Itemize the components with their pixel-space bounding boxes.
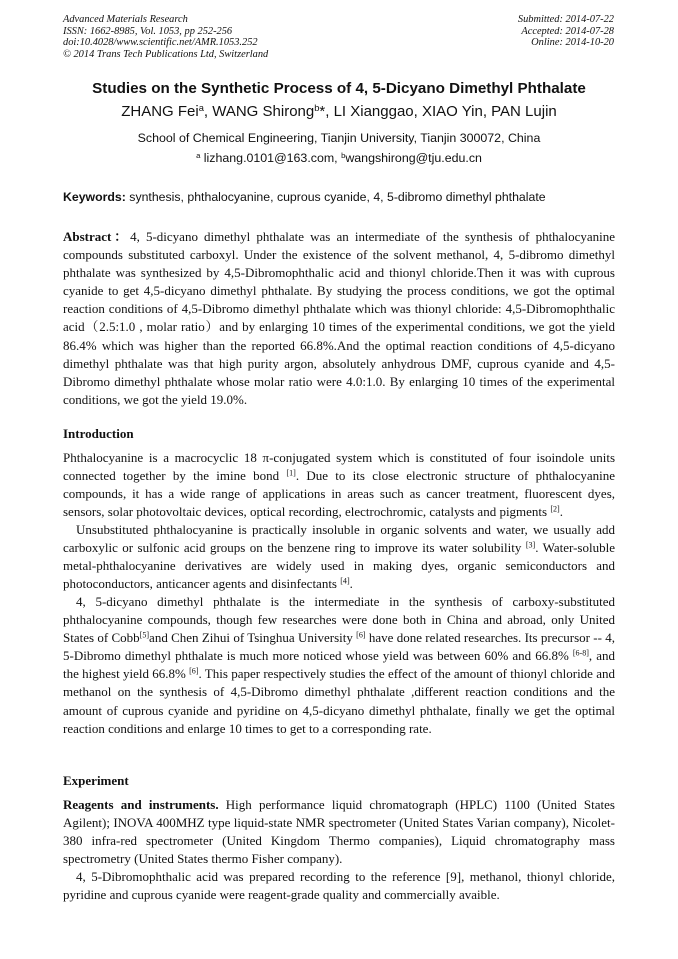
intro-paragraph-1 [63,449,615,521]
paragraph-text: Unsubstituted phthalocyanine is practically insoluble in organic solvents and water, we usually add carboxylic or sulfonic acid groups on the benzene ring to improve its water solubility [63,522,615,556]
paragraph-text: . Due to its close electronic structure of phthalocyanine compounds, it has a wide range of applications in areas such as cancer treatment, fluorescent dyes, sensors, solar photovoltaic devices, optical recording, electrochromic, catalysts and pigments [63,468,615,520]
abstract-text: 4, 5-dicyano dimethyl phthalate was an intermediate of the synthesis of phthalocyanine compounds substituted carboxyl. Under the existence of the solvent methanol, 4, 5-dibromo dimethyl phthalate was synthesized by 4,5-Dibromophthalic acid and thionyl chloride.Then it was with cuprous cyanide to get 4,5-dicyano dimethyl phthalate. By studying the process conditions, we got the optimal reaction conditions of 4,5-Dibromo dimethyl phthalate which was thionyl chloride: 4,5-Dibromophthalic acid（2.5:1.0 , molar ratio）and by enlarging 10 times of the experimental conditions, we got the yield 86.4% which was higher than the reported 66.8%.And the optimal reaction conditions of 4,5-dicyano dimethyl phthalate was that high purity argon, absolutely anhydrous DMF, cuprous cyanide and 4,5-Dibromo dimethyl phthalate whose molar ratio were 4.0:1.0. By enlarging 10 times of the experimental conditions, we got the yield 19.0%. [63,229,615,407]
paragraph-text: . [559,504,563,520]
email-b: wangshirong@tju.edu.cn [345,151,482,165]
author-name: , WANG Shirong [203,103,315,120]
author-names-rest: *, LI Xianggao, XIAO Yin, PAN Lujin [319,103,557,120]
citation: [4] [340,576,350,586]
citation: [5] [139,630,150,640]
email-mark: a [196,150,201,160]
section-heading-experiment: Experiment [63,773,129,788]
paragraph-text: Phthalocyanine is a macrocyclic 18 π-conjugated system which is constituted of four isoindole units connected together by the imine bond [63,450,615,484]
citation: [6] [189,666,199,676]
affiliation: School of Chemical Engineering, Tianjin University, Tianjin 300072, China [137,131,541,145]
intro-paragraph-2 [63,521,615,593]
paragraph-text: , and the highest yield 66.8% [63,648,615,682]
section-heading-introduction: Introduction [63,426,134,441]
email-mark: b [341,150,346,160]
citation: [6] [356,630,366,640]
paragraph-text: have done related researches. Its precursor -- 4, 5-Dibromo dimethyl phthalate is much more noticed whose yield was between 60% and 66.8% [63,630,615,664]
citation: [1] [286,468,296,478]
paragraph-text: . [349,576,353,592]
email-a: lizhang.0101@163.com, [200,151,342,165]
journal-name: Advanced Materials Research [63,14,188,25]
keywords-label: Keywords: [63,190,126,204]
paragraph-text: High performance liquid chromatograph (HPLC) 1100 (United States Agilent); INOVA 400MHZ type liquid-state NMR spectrometer (United States Varian company), Nicolet-380 infra-red spectrometer (United Kingdom Thermo companies), Liquid chromatography mass spectrometry (United States thermo Fisher company). [63,797,615,867]
paragraph-text: . Water-soluble metal-phthalocyanine derivatives are widely used in making dyes, organic semiconductors and photoconductors, anticancer agents and disinfectants [63,540,615,592]
copyright-line: © 2014 Trans Tech Publications Ltd, Switzerland [63,48,269,60]
abstract-label: Abstract： [63,229,131,244]
paragraph-text: . This paper respectively studies the effect of the amount of thionyl chloride and methanol on the synthesis of 4,5-Dibromo dimethyl phthalate ,different reaction conditions and the amount of cuprous cyanide and pyridine on 4,5-dicyano dimethyl phthalate, finally we get the optimal reaction conditions and enlarge 10 times to get to a corresponding rate. [63,666,615,736]
author-name: ZHANG Fei [121,103,199,120]
keywords-text: synthesis, phthalocyanine, cuprous cyanide, 4, 5-dibromo dimethyl phthalate [125,190,546,204]
abstract [63,228,615,409]
journal-header-left [63,14,268,60]
intro-paragraph-3 [63,593,615,738]
paragraph-text: and Chen Zihui of Tsinghua University [149,630,357,646]
author-list [40,103,638,120]
citation: [6-8] [572,648,589,658]
accepted-date: Accepted: 2014-07-28 [521,25,614,37]
author-affiliation-mark: a [198,102,204,113]
paragraph-text: 4, 5-dicyano dimethyl phthalate is the intermediate in the synthesis of carboxy-substituted phthalocyanine compounds, though few researches were done both in China and abroad, only United States of Cobb [63,594,615,646]
paper-title: Studies on the Synthetic Process of 4, 5-Dicyano Dimethyl Phthalate [92,80,586,97]
experiment-paragraph-2: 4, 5-Dibromophthalic acid was prepared recording to the reference [9], methanol, thionyl chloride, pyridine and cuprous cyanide were reagent-grade quality and commercially avaible. [63,869,615,903]
keywords [63,190,615,204]
author-emails [40,151,638,165]
citation: [2] [550,504,560,514]
issn-line: ISSN: 1662-8985, Vol. 1053, pp 252-256 [63,25,233,37]
online-date: Online: 2014-10-20 [531,37,614,49]
experiment-paragraph-1 [63,796,615,868]
author-affiliation-mark: b [314,102,320,113]
citation: [3] [525,540,536,550]
journal-header-right [518,14,614,49]
subsection-label: Reagents and instruments. [63,797,219,812]
submitted-date: Submitted: 2014-07-22 [517,14,614,25]
doi-line: doi:10.4028/www.scientific.net/AMR.1053.252 [63,37,258,49]
